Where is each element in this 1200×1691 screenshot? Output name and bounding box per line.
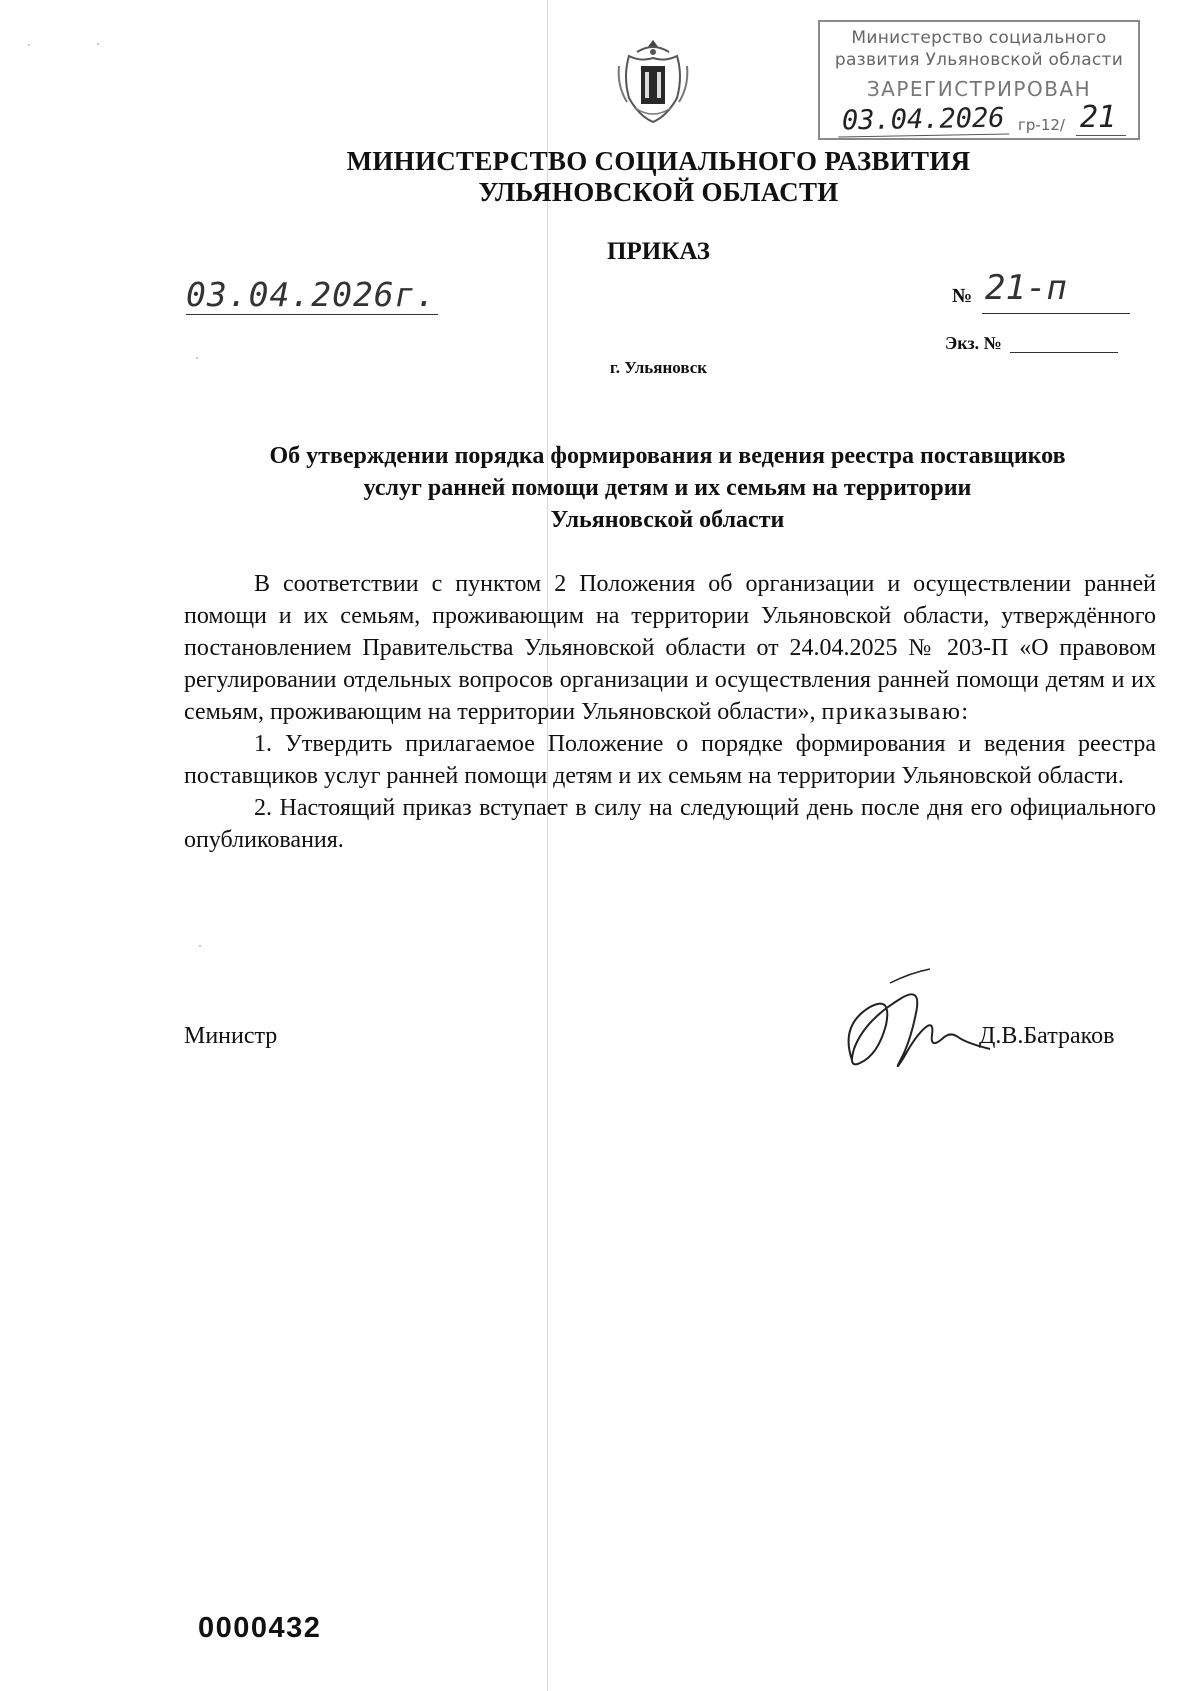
scan-speck [199,945,201,947]
date-underline [186,314,438,315]
number-underline [982,313,1130,314]
scan-speck [97,43,99,45]
copy-number-underline [1010,352,1118,353]
stamp-line-1: Министерство социального [851,28,1107,48]
signatory-position: Министр [184,1023,278,1049]
title-line: Об утверждении порядка формирования и ведения реестра поставщиков [269,443,1066,469]
order-body [184,568,1156,856]
handwritten-date: 03.04.2026г. [186,275,437,314]
registration-stamp [818,20,1140,140]
order-word: приказываю: [821,699,970,725]
signatory-name: Д.В.Батраков [979,1023,1115,1049]
city: г. Ульяновск [609,358,708,377]
order-item-1: 1. Утвердить прилагаемое Положение о порядке формирования и ведения реестра поставщиков услуг ранней помощи детям и их семьям на территории Ульяновской области. [184,731,1156,789]
title-line: Ульяновской области [550,507,785,533]
preamble-text: В соответствии с пунктом 2 Положения об организации и осуществлении ранней помощи и их семьям, проживающим на территории Ульяновской области, утверждённого постановлением Правительства Ульяновской области от 24.04.2025 № 203-П «О правовом регулировании отдельных вопросов организации и осуществления ранней помощи детям и их семьям, проживающим на территории Ульяновской области», [184,571,1156,725]
scan-speck [28,44,30,46]
order-title [185,440,1150,536]
stamp-prefix: гр-12/ [1018,116,1065,134]
number-sign: № [952,285,973,307]
handwritten-order-number: 21-п [985,268,1067,308]
title-line: услуг ранней помощи детям и их семьям на территории [363,475,972,501]
ministry-name-line1: МИНИСТЕРСТВО СОЦИАЛЬНОГО РАЗВИТИЯ [346,146,971,176]
coat-of-arms-emblem [615,36,691,126]
document-serial-number: 0000432 [198,1612,322,1644]
copy-number-label: Экз. № [945,333,1002,353]
stamp-number: 21 [1076,100,1126,136]
stamp-line-2: развития Ульяновской области [834,50,1124,70]
document-type: ПРИКАЗ [607,238,710,265]
stamp-status: ЗАРЕГИСТРИРОВАН [866,77,1092,101]
order-item-2: 2. Настоящий приказ вступает в силу на следующий день после дня его официального опубликования. [184,795,1156,853]
ministry-name-line2: УЛЬЯНОВСКОЙ ОБЛАСТИ [478,177,839,207]
stamp-date: 03.04.2026 [838,103,1009,138]
handwritten-signature [830,965,995,1085]
preamble-paragraph [184,568,1156,728]
